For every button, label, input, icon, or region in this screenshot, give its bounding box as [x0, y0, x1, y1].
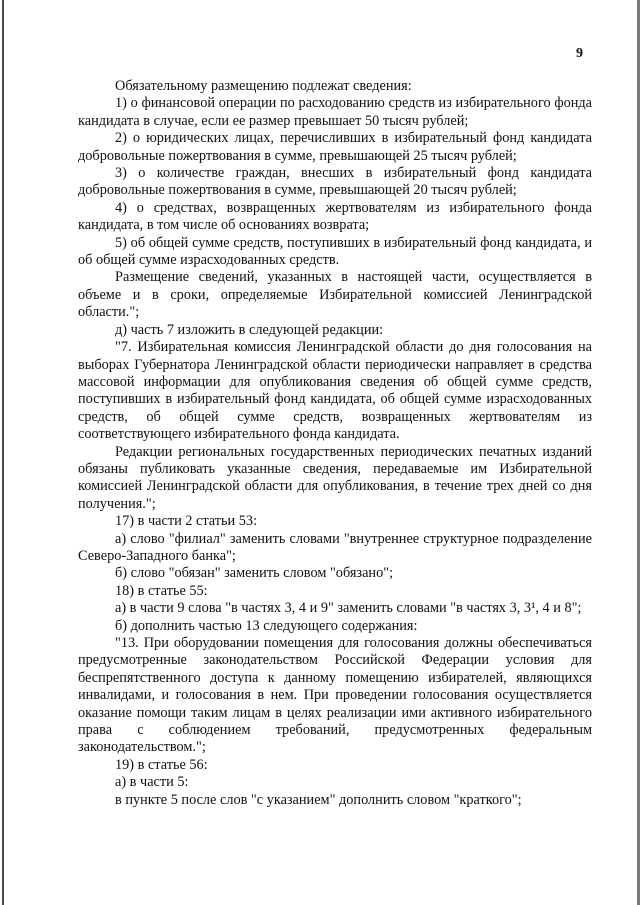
- paragraph: 5) об общей сумме средств, поступивших в избирательный фонд кандидата, и об общей сумме израсходованных средств.: [78, 234, 592, 269]
- paragraph: 19) в статье 56:: [115, 756, 208, 773]
- paragraph: 4) о средствах, возвращенных жертвователям из избирательного фонда кандидата, в том числе об основаниях возврата;: [78, 199, 592, 234]
- paragraph: а) слово "филиал" заменить словами "внутреннее структурное подразделение Северо-Западного банка";: [78, 530, 592, 564]
- paragraph: 18) в статье 55:: [115, 582, 208, 599]
- paragraph: д) часть 7 изложить в следующей редакции:: [115, 321, 384, 338]
- paragraph: в пункте 5 после слов "с указанием" дополнить словом "краткого";: [115, 791, 522, 808]
- document-body: [78, 78, 592, 809]
- paragraph: б) слово "обязан" заменить словом "обязано";: [115, 565, 394, 582]
- paragraph: а) в части 5:: [115, 774, 189, 791]
- paragraph: "13. При оборудовании помещения для голосования должны обеспечиваться предусмотренные законодательством Российской Федерации условия для беспрепятственного доступа к данному помещению избирателей, являющихся инвалидами, и голосования в нем. При проведении голосования осуществляется оказание помощи таким лицам в целях реализации ими активного избирательного права с соблюдением требований, предусмотренных федеральным законодательством.";: [78, 635, 592, 756]
- paragraph: а) в части 9 слова "в частях 3, 4 и 9" заменить словами "в частях 3, 3¹, 4 и 8";: [115, 600, 582, 617]
- paragraph: 1) о финансовой операции по расходованию средств из избирательного фонда кандидата в случае, если ее размер превышает 50 тысяч рублей;: [78, 95, 592, 129]
- paragraph: Обязательному размещению подлежат сведения:: [115, 78, 412, 94]
- paragraph: Размещение сведений, указанных в настоящей части, осуществляется в объеме и в сроки, определяемые Избирательной комиссией Ленинградской области.";: [78, 269, 592, 321]
- scan-left-border: [2, 0, 4, 905]
- paragraph: б) дополнить частью 13 следующего содержания:: [115, 617, 418, 634]
- page-number: 9: [576, 46, 583, 61]
- paragraph: "7. Избирательная комиссия Ленинградской области до дня голосования на выборах Губернатора Ленинградской области периодически направляет в средства массовой информации для опубликования сведения об общей сумме средств, поступивших в избирательный фонд кандидата, об общей сумме израсходованных средств, об общей сумме средств, возвращенных жертвователям из соответствующего избирательного фонда кандидата.: [78, 339, 592, 443]
- paragraph: 2) о юридических лицах, перечисливших в избирательный фонд кандидата добровольные пожертвования в сумме, превышающей 25 тысяч рублей;: [78, 130, 592, 164]
- paragraph: 3) о количестве граждан, внесших в избирательный фонд кандидата добровольные пожертвования в сумме, превышающей 20 тысяч рублей;: [78, 165, 592, 199]
- paragraph: 17) в части 2 статьи 53:: [115, 513, 258, 530]
- paragraph: Редакции региональных государственных периодических печатных изданий обязаны публиковать указанные сведения, передаваемые им Избирательной комиссией Ленинградской области для опубликования, в течение трех дней со дня получения.";: [78, 443, 592, 512]
